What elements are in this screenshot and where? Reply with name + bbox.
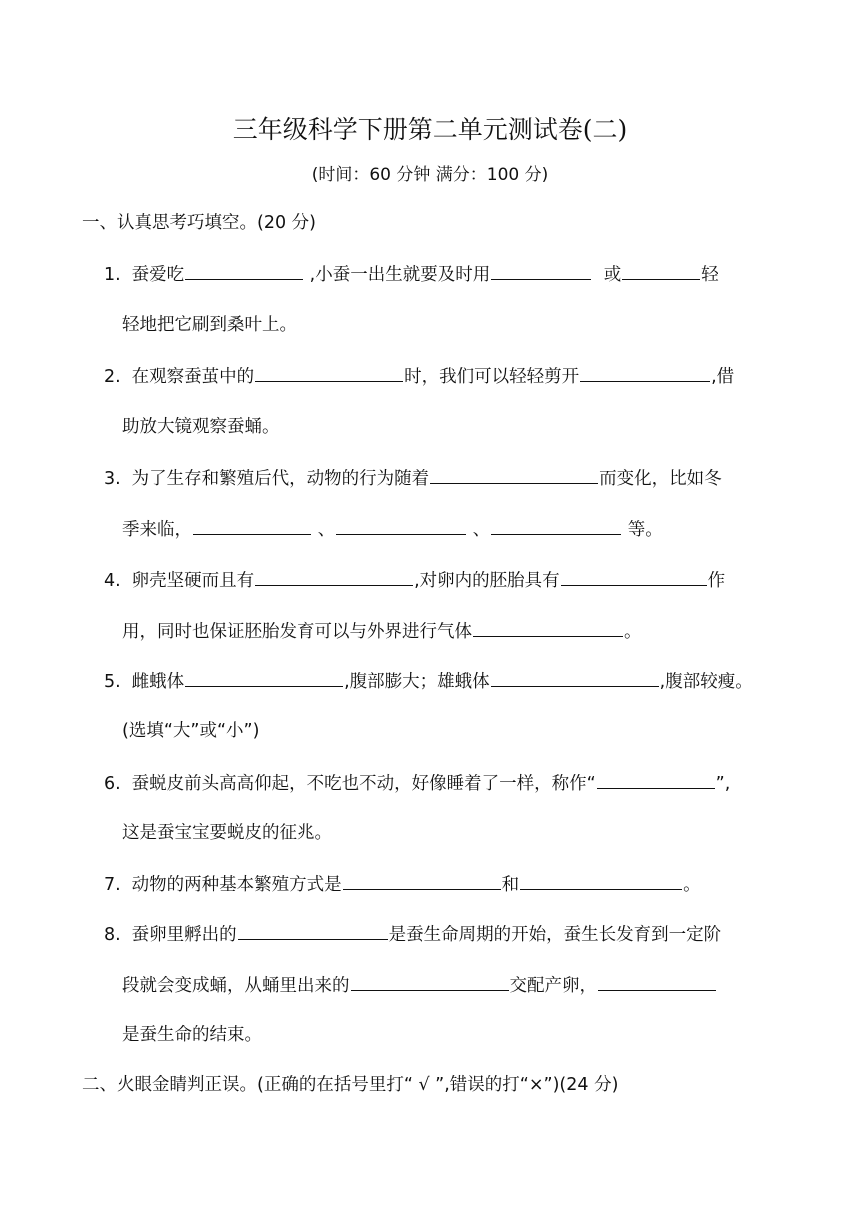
section-1-heading: 一、认真思考巧填空。(20 分)	[82, 213, 316, 233]
question-6: 6. 蚕蜕皮前头高高仰起，不吃也不动，好像睡着了一样，称作“ ”,	[104, 768, 730, 798]
question-5: 5. 雌蛾体 ,腹部膨大；雄蛾体 ,腹部较瘦。	[104, 666, 753, 696]
question-3-cont: 季来临， 、 、 等。	[122, 514, 663, 544]
blank-field[interactable]	[598, 970, 716, 991]
question-1-cont: 轻地把它刷到桑叶上。	[122, 315, 297, 335]
blank-field[interactable]	[336, 514, 466, 535]
blank-field[interactable]	[343, 869, 501, 890]
question-2-cont: 助放大镜观察蚕蛹。	[122, 417, 280, 437]
blank-field[interactable]	[491, 514, 621, 535]
page-title: 三年级科学下册第二单元测试卷(二)	[232, 115, 628, 144]
exam-info: (时间：60 分钟 满分：100 分)	[311, 165, 549, 185]
question-8-cont: 段就会变成蛹，从蛹里出来的 交配产卵，	[122, 970, 717, 1000]
blank-field[interactable]	[597, 768, 715, 789]
blank-field[interactable]	[561, 565, 707, 586]
blank-field[interactable]	[491, 666, 659, 687]
blank-field[interactable]	[193, 514, 311, 535]
section-2-heading: 二、火眼金睛判正误。(正确的在括号里打“ √ ”,错误的打“×”)(24 分)	[82, 1075, 619, 1095]
blank-field[interactable]	[185, 666, 343, 687]
blank-field[interactable]	[351, 970, 509, 991]
question-8: 8. 蚕卵里孵出的 是蚕生命周期的开始，蚕生长发育到一定阶	[104, 919, 721, 949]
question-7: 7. 动物的两种基本繁殖方式是 和 。	[104, 869, 701, 899]
blank-field[interactable]	[580, 361, 710, 382]
blank-field[interactable]	[185, 259, 303, 280]
question-4: 4. 卵壳坚硬而且有 ,对卵内的胚胎具有 作	[104, 565, 725, 595]
question-6-cont: 这是蚕宝宝要蜕皮的征兆。	[122, 823, 332, 843]
blank-field[interactable]	[473, 616, 623, 637]
blank-field[interactable]	[255, 565, 413, 586]
question-8-cont-2: 是蚕生命的结束。	[122, 1025, 262, 1045]
question-4-cont: 用，同时也保证胚胎发育可以与外界进行气体 。	[122, 616, 642, 646]
blank-field[interactable]	[491, 259, 591, 280]
question-2: 2. 在观察蚕茧中的 时，我们可以轻轻剪开 ,借	[104, 361, 734, 391]
question-1: 1. 蚕爱吃 ,小蚕一出生就要及时用 或 轻	[104, 259, 719, 289]
question-5-cont: (选填“大”或“小”)	[122, 721, 260, 741]
blank-field[interactable]	[238, 919, 388, 940]
blank-field[interactable]	[255, 361, 403, 382]
blank-field[interactable]	[520, 869, 682, 890]
blank-field[interactable]	[430, 463, 598, 484]
blank-field[interactable]	[622, 259, 700, 280]
question-3: 3. 为了生存和繁殖后代，动物的行为随着 而变化，比如冬	[104, 463, 722, 493]
